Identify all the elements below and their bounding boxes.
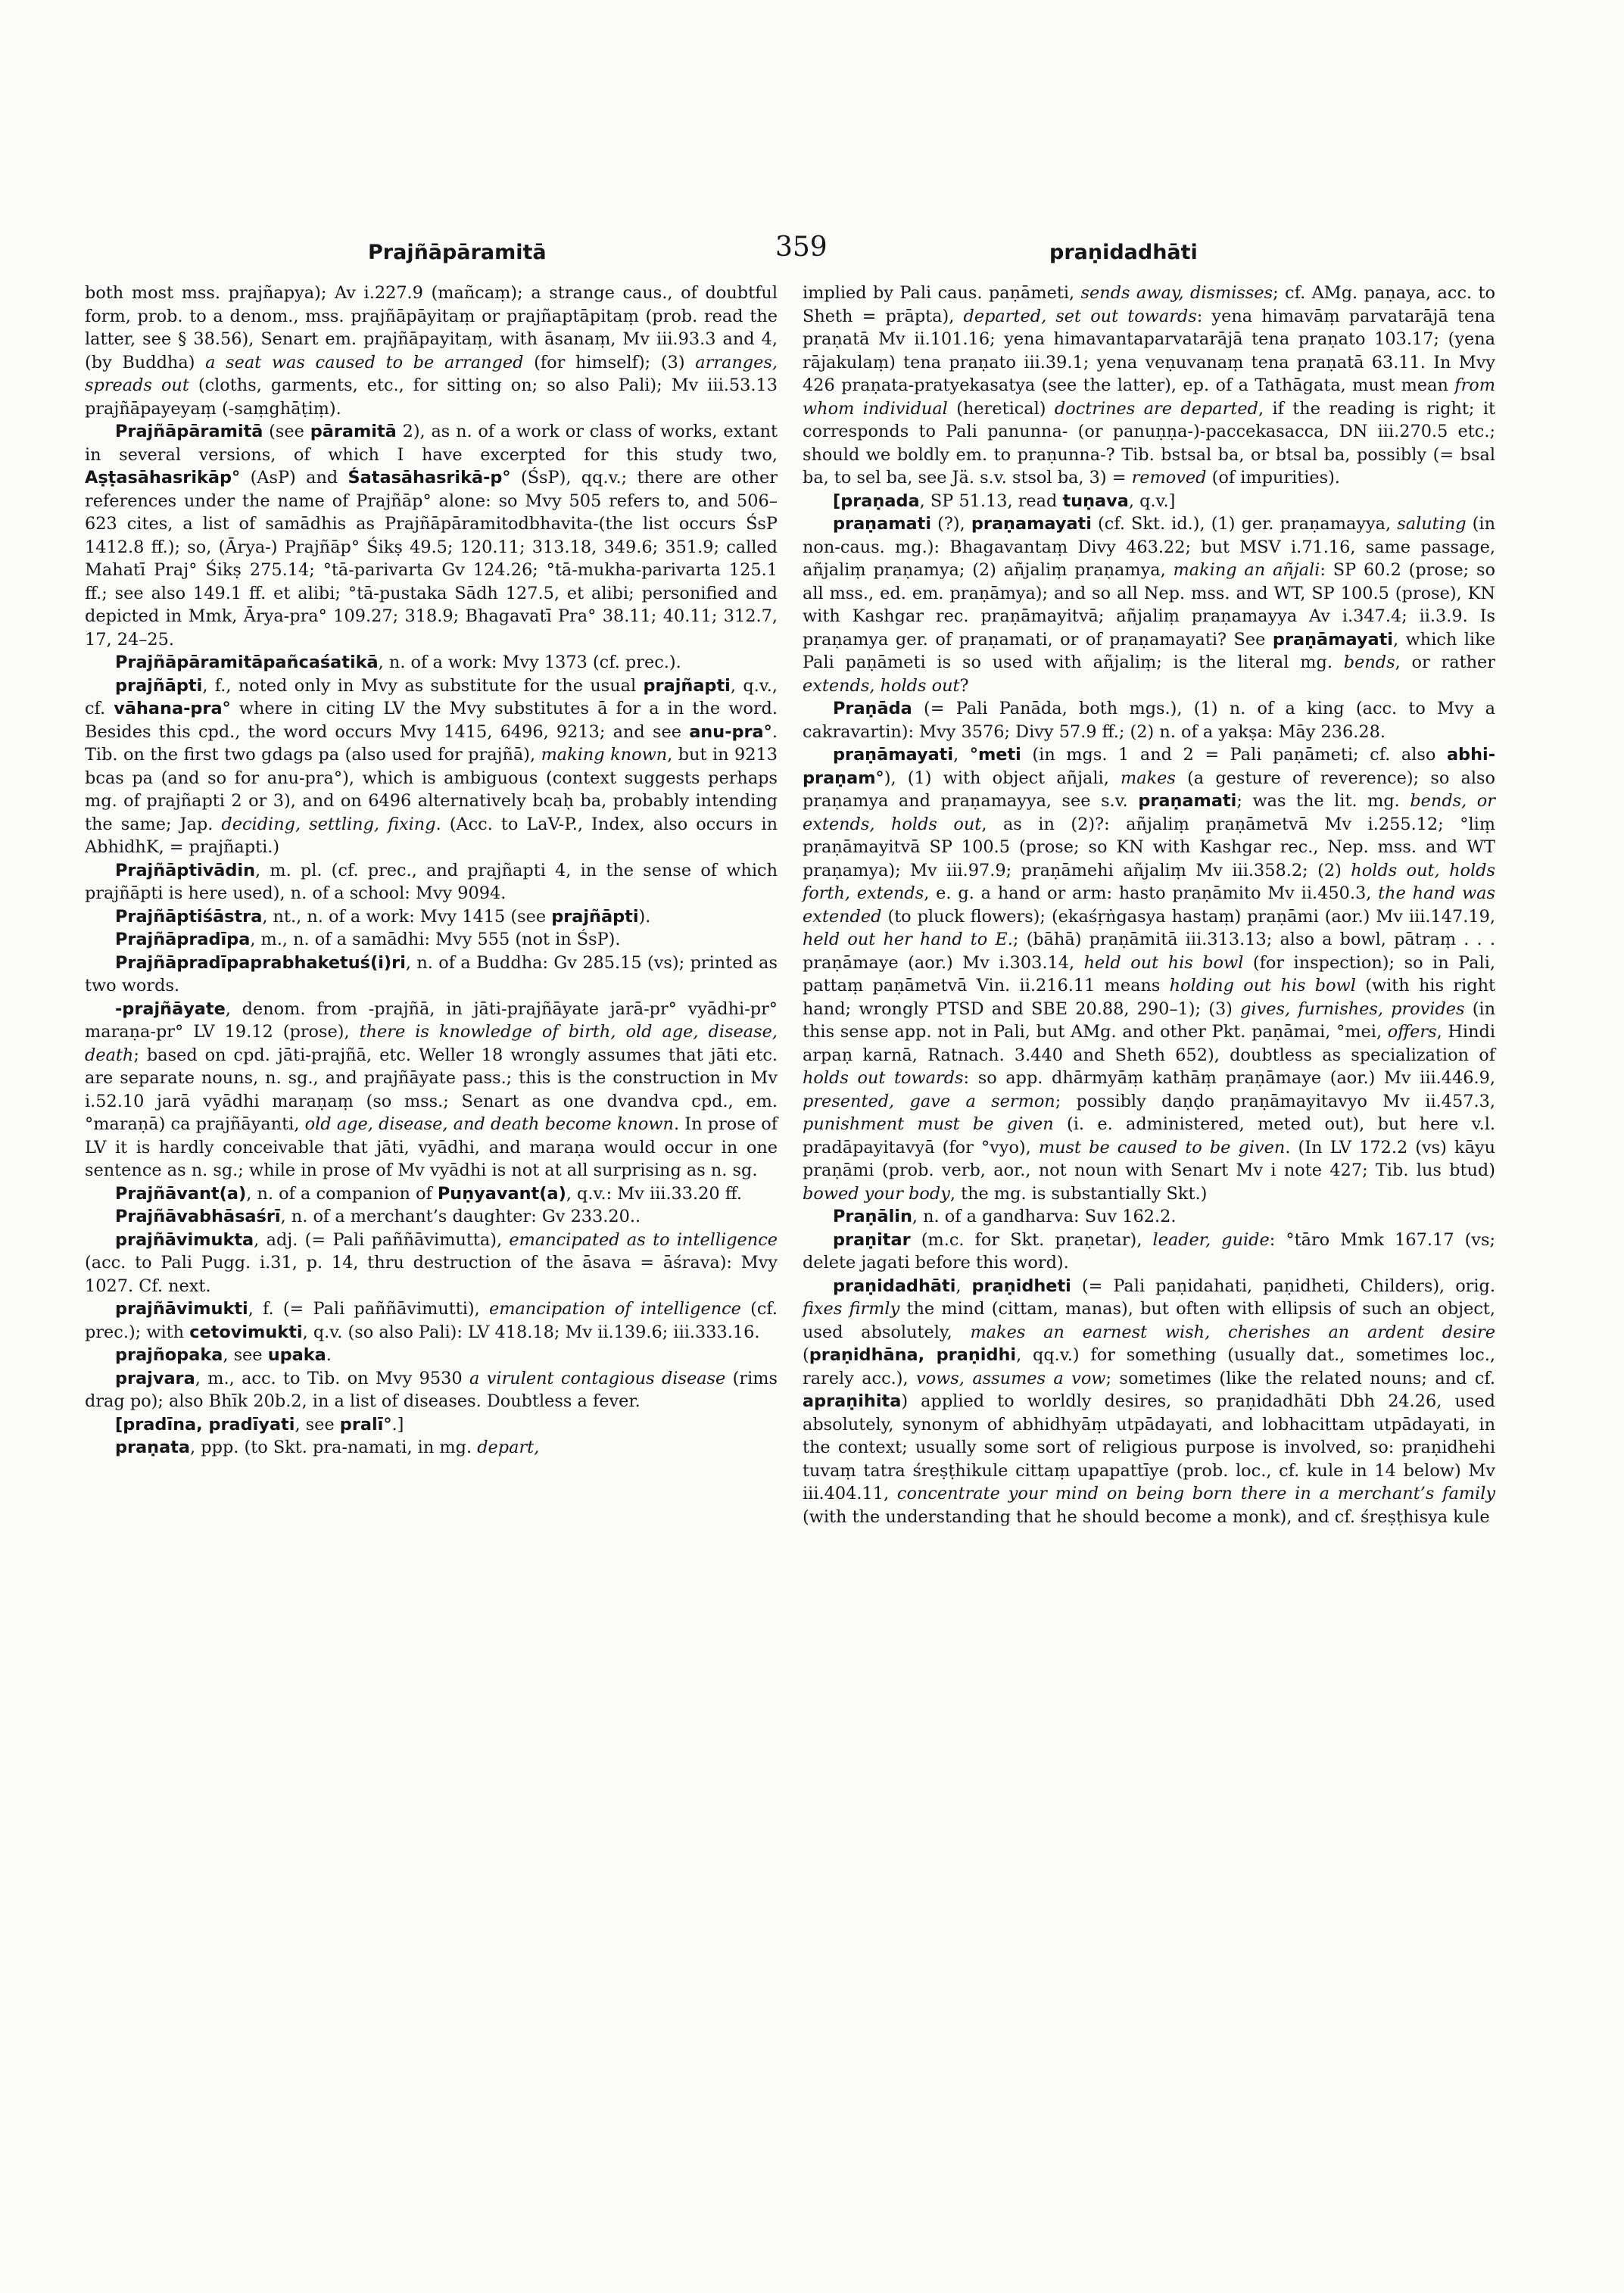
gloss: holds out, holds forth, extends bbox=[803, 860, 1495, 903]
entry-text: , see bbox=[295, 1414, 340, 1435]
dictionary-entry bbox=[803, 282, 1495, 490]
dictionary-entry bbox=[803, 1229, 1495, 1275]
entry-text: , q.v., cf. bbox=[85, 675, 778, 718]
entry-text: (?), bbox=[931, 514, 971, 534]
headword: Prajñāpradīpaprabhaketuś(i)ri bbox=[115, 952, 406, 973]
headword: vāhana-pra° bbox=[114, 699, 231, 718]
dictionary-entry bbox=[85, 998, 778, 1182]
entry-text: implied by Pali caus. paṇāmeti, bbox=[803, 283, 1081, 303]
entry-text: . Tib. on the first two gdags pa (also used for prajñā), bbox=[85, 721, 778, 765]
entry-text: , f., noted only in Mvy as substitute for the usual bbox=[202, 675, 644, 696]
headword: praṇāmayati bbox=[1272, 629, 1393, 650]
entry-text: (rims drag po); also Bhīk 20b.2, in a list of diseases. Doubtless a fever. bbox=[85, 1368, 778, 1411]
entry-text: , bbox=[953, 745, 970, 765]
headword: anu-pra° bbox=[689, 721, 772, 742]
gloss: a virulent contagious disease bbox=[469, 1368, 726, 1388]
dictionary-entry bbox=[85, 1436, 778, 1460]
gloss: held out his bowl bbox=[1083, 952, 1244, 973]
entry-text: . (Acc. to LaV-P., Index, also occurs in AbhidhK, = prajñapti.) bbox=[85, 814, 778, 857]
headword: praṇamati bbox=[833, 514, 932, 534]
entry-text: (in non-caus. mg.): Bhagavantaṃ Divy 463.22; but MSV i.71.16, same passage, añjaliṃ praṇamya; (2) añjaliṃ praṇamya, bbox=[803, 514, 1496, 580]
gloss: concentrate your mind on being born there in a merchant’s family bbox=[896, 1484, 1495, 1503]
dictionary-entry bbox=[803, 1205, 1495, 1229]
entry-text: ? bbox=[959, 675, 969, 696]
gloss: punishment must be given bbox=[803, 1114, 1054, 1134]
entry-text: , SP 51.13, read bbox=[919, 491, 1063, 511]
headword: Praṇālin bbox=[833, 1207, 912, 1226]
entry-text: (for inspection); so in Pali, pattaṃ paṇāmetvā Vin. ii.216.11 means bbox=[803, 952, 1495, 995]
entry-text: ) applied to worldly desires, so praṇidadhāti Dbh 24.26, used absolutely, synonym of abhidhyāṃ utpādayati, and lobhacittam utpādayati, in the context; usually some sort of religious purpose is involved, so: praṇidhehi tuvaṃ tatra śreṣṭhikule cittaṃ upapattīye (prob. loc., cf. kule in 14 below) Mv iii.404.11, bbox=[803, 1391, 1495, 1503]
dictionary-entry bbox=[803, 490, 1495, 513]
gloss: held out her hand to E. bbox=[803, 930, 1013, 949]
headword: abhi-praṇam° bbox=[803, 745, 1495, 788]
headword: praṇitar bbox=[833, 1229, 911, 1250]
dictionary-entry bbox=[85, 1367, 778, 1413]
dictionary-entry bbox=[85, 928, 778, 952]
dictionary-entry bbox=[85, 1413, 778, 1437]
headword: Puṇyavant(a) bbox=[437, 1183, 566, 1204]
gloss: bowed your body bbox=[803, 1183, 950, 1204]
entry-text: , Hindi arpaṇ karnā, Ratnach. 3.440 and Sheth 652), doubtless as specialization of bbox=[803, 1022, 1495, 1065]
headword: Praṇāda bbox=[833, 699, 912, 718]
entry-text: , or rather bbox=[1395, 653, 1495, 672]
headword: Prajñāpradīpa bbox=[115, 930, 251, 949]
entry-text: (cf. Skt. id.), (1) ger. praṇamayya, bbox=[1091, 514, 1398, 534]
gloss: the hand was extended bbox=[803, 883, 1496, 927]
entry-text: (heretical) bbox=[947, 398, 1055, 419]
gloss: saluting bbox=[1397, 514, 1467, 534]
entry-text: , n. of a gandharva: Suv 162.2. bbox=[912, 1207, 1177, 1226]
entry-text: (in this sense app. not in Pali, but AMg. and other Pkt. paṇāmai, °mei, bbox=[803, 999, 1496, 1042]
entry-text: (acc. to Pali Pugg. i.31, p. 14, thru destruction of the āsava = āśrava): Mvy 1027. Cf. next. bbox=[85, 1253, 778, 1296]
entry-text: (with the understanding that he should become a monk), and cf. śreṣṭhisya kule bbox=[803, 1506, 1490, 1527]
entry-text: , nt., n. of a work: Mvy 1415 (see bbox=[262, 906, 552, 927]
dictionary-entry bbox=[803, 743, 1495, 1205]
entry-text: (= Pali Panāda, both mgs.), (1) n. of a king (acc. to Mvy a cakravartin): Mvy 3576; Divy 57.9 ff.; (2) n. of a yakṣa: Māy 236.28. bbox=[803, 699, 1495, 742]
headword: tuṇava bbox=[1062, 491, 1129, 511]
entry-text: (m.c. for Skt. praṇetar), bbox=[910, 1229, 1153, 1250]
entry-text: ), (1) with object añjali, bbox=[884, 768, 1121, 788]
headword: apraṇihita bbox=[803, 1391, 902, 1411]
headword: prajñapti bbox=[643, 675, 731, 696]
entry-text: , f. (= Pali paññāvimutti), bbox=[248, 1299, 489, 1319]
headword: Prajñāpāramitā bbox=[115, 422, 263, 441]
gloss: extends, holds out bbox=[803, 675, 960, 696]
dictionary-entry bbox=[85, 282, 778, 420]
entry-text: (to pluck flowers); (ekaśṛṅgasya hastaṃ) praṇāmi (aor.) Mv iii.147.19, bbox=[881, 906, 1495, 927]
entry-text: ; based on cpd. jāti-prajñā, etc. Weller 18 wrongly assumes that jāti etc. are separate nouns, n. sg., and prajñāyate pass.; this is the construction in Mv i.52.10 jarā vyādhi maraṇaṃ (so mss.; Senart as one dvandva cpd., em. °maraṇā) ca prajñāyanti, bbox=[85, 1045, 778, 1134]
headword: prajñāvimukta bbox=[115, 1229, 254, 1250]
entry-text: , q.v.] bbox=[1128, 491, 1176, 511]
entry-text: ; possibly daṇḍo praṇāmayitavyo Mv ii.457.3, bbox=[1055, 1091, 1495, 1111]
dictionary-entry bbox=[85, 1298, 778, 1344]
entry-text: , n. of a companion of bbox=[246, 1183, 438, 1204]
gloss: makes bbox=[1121, 768, 1176, 788]
gloss: presented, gave a sermon bbox=[803, 1091, 1055, 1111]
entry-text: : SP 60.2 (prose; so all mss., ed. em. praṇāmya); and so all Nep. mss. and WT, SP 100.5 (prose), KN with Kashgar rec. praṇāmayitvā; añjaliṃ praṇamayya Av i.347.4; ii.3.9. Is praṇamya ger. of praṇamati, or of praṇamayati? See bbox=[803, 560, 1496, 650]
gloss: removed bbox=[1131, 468, 1207, 488]
entry-text: , as in (2)?: añjaliṃ praṇāmetvā Mv i.255.12; °liṃ praṇāmayitvā SP 100.5 (prose; so KN with Kashgar rec., Nep. mss. and WT praṇamya); Mv iii.97.9; praṇāmehi añjaliṃ Mv iii.358.2; (2) bbox=[803, 814, 1495, 880]
running-head-right: praṇidadhāti bbox=[1049, 241, 1198, 264]
headword: praṇidheti bbox=[971, 1276, 1071, 1296]
entry-text: . (In LV 172.2 (vs) kāyu praṇāmi (prob. verb, aor., not noun with Senart Mv i note 427; Tib. lus btud) bbox=[803, 1137, 1495, 1180]
headword: praṇata bbox=[115, 1438, 191, 1457]
right-column bbox=[803, 282, 1495, 1528]
gloss: gives, furnishes, provides bbox=[1240, 999, 1465, 1019]
entry-text: ). bbox=[638, 906, 651, 927]
entry-text: .] bbox=[391, 1414, 404, 1435]
entry-text: (a gesture of reverence); so also praṇamya and praṇamayya, see s.v. bbox=[803, 768, 1495, 811]
dictionary-entry bbox=[803, 512, 1495, 697]
gloss: makes an earnest wish, cherishes an ardent desire bbox=[970, 1322, 1495, 1342]
entry-text: (with his right hand; wrongly PTSD and SBE 20.88, 290–1); (3) bbox=[803, 976, 1495, 1019]
page-number: 359 bbox=[775, 232, 828, 263]
dictionary-entry bbox=[85, 905, 778, 929]
dictionary-entry bbox=[803, 1275, 1495, 1529]
gloss: depart, bbox=[477, 1438, 540, 1457]
gloss: bends, or extends, holds out bbox=[803, 791, 1495, 834]
entry-text: . bbox=[326, 1345, 332, 1365]
dictionary-entry bbox=[85, 1205, 778, 1229]
gloss: making an añjali bbox=[1173, 560, 1320, 580]
gloss: holds out towards bbox=[803, 1068, 964, 1088]
headword: -prajñāyate bbox=[115, 999, 226, 1019]
entry-text: the mind (cittam, manas), but often with ellipsis of such an object, used absolutely, bbox=[803, 1299, 1495, 1342]
headword: pralī° bbox=[339, 1414, 392, 1435]
headword: prajñāpti bbox=[551, 906, 639, 927]
entry-text: , e. g. a hand or arm: hasto praṇāmito Mv ii.450.3, bbox=[924, 883, 1379, 903]
gloss: holding out his bowl bbox=[1169, 976, 1356, 995]
entry-text: where in citing LV the Mvy substitutes ā for a in the word. Besides this cpd., the word occurs Mvy 1415, 6496, 9213; and see bbox=[85, 699, 778, 742]
headword: prajvara bbox=[115, 1368, 195, 1388]
headword: Prajñāpāramitāpañcaśatikā bbox=[115, 653, 379, 672]
dictionary-entry bbox=[85, 1229, 778, 1298]
headword: cetovimukti bbox=[189, 1322, 303, 1342]
dictionary-entry bbox=[85, 675, 778, 859]
gloss: emancipated as to intelligence bbox=[509, 1229, 778, 1250]
entry-text: (= Pali paṇidahati, paṇidheti, Childers), orig. bbox=[1071, 1276, 1495, 1296]
entry-text: , m., n. of a samādhi: Mvy 555 (not in ŚsP). bbox=[250, 930, 621, 949]
headword: Prajñāvabhāsaśrī bbox=[115, 1207, 281, 1226]
entry-text: (ŚsP), qq.v.; there are other references under the name of Prajñāp° alone: so Mvy 505 refers to, and 506–623 cites, a list of samādhis as Prajñāpāramitodbhavita-(the list occurs ŚsP 1412.8 ff.); so, (Ārya-) Prajñāp° Śikṣ 49.5; 120.11; 313.18, 349.6; 351.9; called Mahatī Praj° Śikṣ 275.14; °tā-parivarta Gv 124.26; °tā-mukha-parivarta 125.1 ff.; see also 149.1 ff. et alibi; °tā-pustaka Sādh 127.5, et alibi; personified and depicted in Mmk, Ārya-pra° 109.27; 318.9; Bhagavatī Pra° 38.11; 40.11; 312.7, 17, 24–25. bbox=[85, 468, 778, 650]
headword: Prajñāptivādin bbox=[115, 860, 256, 880]
entry-text: , the mg. is substantially Skt.) bbox=[949, 1183, 1208, 1204]
entry-text: , m., acc. to Tib. on Mvy 9530 bbox=[195, 1368, 470, 1388]
entry-text: both most mss. prajñapya); Av i.227.9 (mañcaṃ); a strange caus., of doubtful form, prob. to a denom., mss. prajñāpāyitaṃ or prajñaptāpitaṃ (prob. read the latter, see § 38.56), Senart em. prajñāpayitaṃ, with āsanaṃ, Mv iii.93.3 and 4, (by Buddha) bbox=[85, 283, 778, 372]
entry-text: , see bbox=[223, 1345, 268, 1365]
headword: prajñopaka bbox=[115, 1345, 223, 1365]
dictionary-entry bbox=[85, 1344, 778, 1367]
headword: praṇidhāna, praṇidhi bbox=[809, 1345, 1017, 1365]
headword: pāramitā bbox=[310, 422, 397, 441]
gloss: making known bbox=[541, 745, 668, 765]
dictionary-entry bbox=[85, 952, 778, 998]
headword: °meti bbox=[969, 745, 1021, 765]
dictionary-entry bbox=[803, 697, 1495, 743]
entry-text: ; sometimes (like the related nouns; and cf. bbox=[1105, 1368, 1496, 1388]
entry-text: 2), as n. of a work or class of works, extant in several versions, of which I have excerpted for this study two, bbox=[85, 422, 778, 465]
headword: prajñāpti bbox=[115, 675, 203, 696]
gloss: doctrines are departed bbox=[1054, 398, 1258, 419]
entry-text: , if the reading is right; it corresponds to Pali panunna- (or panuṇṇa-)-paccekasacca, DN iii.270.5 etc.; should we boldly em. to praṇunna-? Tib. bstsal ba, or btsal ba, possibly (= bsal ba, to sel ba, see Jä. s.v. stsol ba, 3) = bbox=[803, 398, 1495, 488]
entry-text: , n. of a merchant’s daughter: Gv 233.20.. bbox=[280, 1207, 641, 1226]
entry-text: , denom. from -prajñā, in jāti-prajñāyate jarā-pr° vyādhi-pr° maraṇa-pr° LV 19.12 (prose), bbox=[85, 999, 778, 1042]
gloss: departed, set out towards bbox=[963, 306, 1197, 326]
dictionary-entry bbox=[85, 859, 778, 905]
left-column bbox=[85, 282, 778, 1460]
entry-text: (see bbox=[263, 422, 310, 441]
entry-text: (cf. prec.); with bbox=[85, 1299, 778, 1342]
gloss: arranges, spreads out bbox=[85, 352, 778, 395]
headword: praṇidadhāti bbox=[833, 1276, 956, 1296]
headword: praṇamayati bbox=[971, 514, 1092, 534]
entry-text: , ppp. (to Skt. pra-namati, in mg. bbox=[190, 1438, 478, 1457]
entry-text: : so app. dhārmyāṃ kathāṃ praṇāmaye (aor.) Mv iii.446.9, bbox=[963, 1068, 1495, 1088]
gloss: vows, assumes a vow bbox=[916, 1368, 1106, 1388]
entry-text: ( bbox=[803, 1345, 809, 1365]
entry-text: (in mgs. 1 and 2 = Pali paṇāmeti; cf. also bbox=[1021, 745, 1447, 765]
entry-text: , qq.v.) for something (usually dat., sometimes loc., rarely acc.), bbox=[803, 1345, 1495, 1388]
headword: Śatasāhasrikā-p° bbox=[348, 468, 511, 488]
entry-text: (AsP) and bbox=[240, 468, 348, 488]
entry-text: , m. pl. (cf. prec., and prajñapti 4, in the sense of which prajñāpti is here used), n. of a school: Mvy 9094. bbox=[85, 860, 778, 903]
entry-text: , q.v.: Mv iii.33.20 ff. bbox=[566, 1183, 743, 1204]
gloss: deciding, settling, fixing bbox=[221, 814, 436, 834]
headword: upaka bbox=[267, 1345, 326, 1365]
running-head-left: Prajñāpāramitā bbox=[368, 241, 547, 264]
entry-text: ; cf. AMg. paṇaya, acc. to Sheth = prāpta), bbox=[803, 283, 1495, 326]
entry-text: (of impurities). bbox=[1206, 468, 1341, 488]
headword: [pradīna, pradīyati bbox=[115, 1414, 295, 1435]
gloss: emancipation of intelligence bbox=[488, 1299, 741, 1319]
headword: [praṇada bbox=[833, 491, 920, 511]
entry-text: , q.v. (so also Pali): LV 418.18; Mv ii.139.6; iii.333.16. bbox=[302, 1322, 760, 1342]
headword: Prajñāvant(a) bbox=[115, 1183, 247, 1204]
headword: Aṣṭasāhasrikāp° bbox=[85, 468, 241, 488]
entry-text: , n. of a work: Mvy 1373 (cf. prec.). bbox=[378, 653, 681, 672]
headword: prajñāvimukti bbox=[115, 1299, 248, 1319]
dictionary-entry bbox=[85, 651, 778, 675]
headword: Prajñāptiśāstra bbox=[115, 906, 263, 927]
headword: praṇāmayati bbox=[833, 745, 954, 765]
gloss: old age, disease, and death become known bbox=[304, 1114, 674, 1134]
entry-text: . In prose of LV it is hardly conceivable that jāti, vyādhi, and maraṇa would occur in one sentence as n. sg.; while in prose of Mv vyādhi is not at all surprising as n. sg. bbox=[85, 1114, 778, 1180]
entry-text: ; was the lit. mg. bbox=[1236, 791, 1410, 811]
dictionary-entry bbox=[85, 1182, 778, 1206]
entry-text: : °tāro Mmk 167.17 (vs; delete jagati before this word). bbox=[803, 1229, 1495, 1273]
entry-text: , n. of a Buddha: Gv 285.15 (vs); printed as two words. bbox=[85, 952, 778, 995]
entry-text: , but in 9213 bcas pa (and so for anu-pra°), which is ambiguous (context suggests perhaps mg. of prajñapti 2 or 3), and on 6496 alternatively bcaḥ ba, probably intending the same; Jap. bbox=[85, 745, 778, 834]
gloss: must be caused to be given bbox=[1038, 1137, 1286, 1157]
entry-text: (i. e. administered, meted out), but here v.l. pradāpayitavyā (for °vyo), bbox=[803, 1114, 1495, 1157]
entry-text: (cloths, garments, etc., for sitting on; so also Pali); Mv iii.53.13 prajñāpayeyaṃ (-saṃghāṭiṃ). bbox=[85, 375, 778, 419]
entry-text: : yena himavāṃ parvatarājā tena praṇatā Mv ii.101.16; yena himavantaparvatarājā tena praṇato 103.17; (yena rājakulaṃ) tena praṇato iii.39.1; yena veṇuvanaṃ tena praṇatā 63.11. In Mvy 426 praṇata-pratyekasatya (see the latter), ep. of a Tathāgata, must mean bbox=[803, 306, 1495, 395]
entry-text: (for himself); (3) bbox=[523, 352, 696, 372]
gloss: fixes firmly bbox=[803, 1299, 900, 1319]
gloss: offers bbox=[1387, 1022, 1437, 1042]
gloss: leader, guide bbox=[1152, 1229, 1270, 1250]
gloss: from whom individual bbox=[803, 375, 1495, 419]
gloss: a seat was caused to be arranged bbox=[205, 352, 524, 372]
entry-text: ; (bāhā) praṇāmitā iii.313.13; also a bowl, pātraṃ . . . praṇāmaye (aor.) Mv i.303.14, bbox=[803, 930, 1495, 973]
dictionary-entry bbox=[85, 420, 778, 651]
headword: praṇamati bbox=[1138, 791, 1237, 811]
gloss: sends away, dismisses bbox=[1080, 283, 1273, 303]
gloss: there is knowledge of birth, old age, disease, death bbox=[85, 1022, 778, 1065]
entry-text: , adj. (= Pali paññāvimutta), bbox=[254, 1229, 510, 1250]
entry-text: , bbox=[955, 1276, 972, 1296]
gloss: bends bbox=[1343, 653, 1395, 672]
entry-text: , which like Pali paṇāmeti is so used with añjaliṃ; is the literal mg. bbox=[803, 629, 1495, 672]
